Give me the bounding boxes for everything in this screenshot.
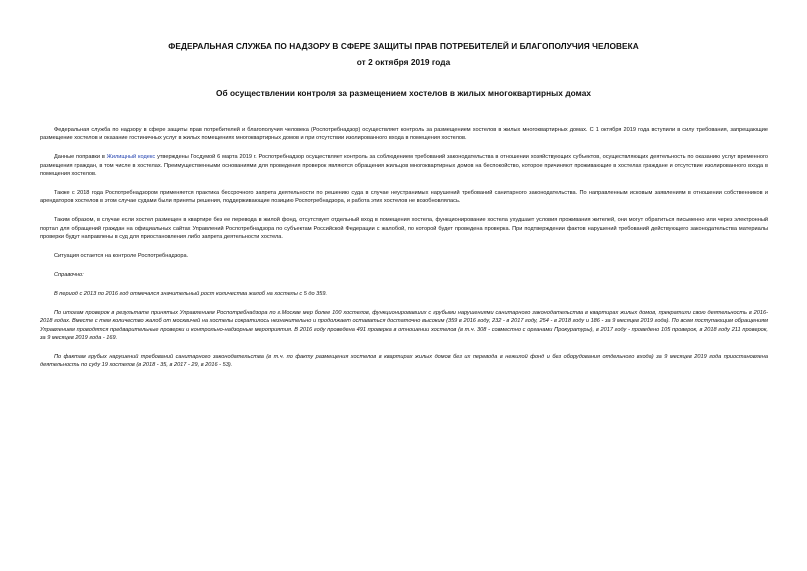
document-date: от 2 октября 2019 года [356, 57, 451, 67]
paragraph-2-start: Данные поправки в [54, 154, 107, 161]
paragraph-3: Также с 2018 года Роспотребнадзором применяется практика бессрочного запрета деятельности по решению суда в случае неустранимых нарушений требований санитарного законодательства. По направленным исковым заявлениям в отношении собственников и арендаторов хостелов в этом случае судами были приняты решения, поддерживающие позицию Роспотребнадзора, и работа этих хостелов не возобновлялась. [40, 190, 768, 205]
document-body [40, 126, 768, 380]
document-heading: ФЕДЕРАЛЬНАЯ СЛУЖБА ПО НАДЗОРУ В СФЕРЕ ЗАЩИТЫ ПРАВ ПОТРЕБИТЕЛЕЙ И БЛАГОПОЛУЧИЯ ЧЕЛОВЕКА [168, 41, 639, 51]
reference-paragraph-3: По фактам грубых нарушений требований санитарного законодательства (в т.ч. по факту размещения хостелов в квартирах жилых домов без их перевода в нежилой фонд и без оборудования отдельного входа) за 9 месяцев 2019 года приостановлена деятельность по суду 19 хостелов (в 2018 - 35, в 2017 - 29, в 2016 - 53). [40, 353, 768, 369]
reference-paragraph-2: По итогам проверок в результате принятых Управлением Роспотребнадзора по г.Москве мер более 100 хостелов, функционировавших с грубыми нарушениями санитарного законодательства в квартирах жилых домов, прекратили свою деятельность в 2016-2018 годах. Вместе с тем количество жалоб от москвичей на хостелы сократилось незначительно и продолжает оставаться достаточно высоким (359 в 2016 году, 232 - в 2017 году, 254 - в 2018 году и 186 - за 9 месяцев 2019 года). По всем поступающим обращениям Управлением проводятся предварительные проверки и контрольно-надзорные мероприятия. В 2016 году проведена 491 проверка в отношении хостелов (в т.ч. 308 - совместно с органами Прокуратуры), в 2017 году - проведено 105 проверок, в 2018 году 211 проверок, за 9 месяцев 2019 года - 169. [40, 309, 768, 341]
paragraph-1: Федеральная служба по надзору в сфере защиты прав потребителей и благополучия человека (Роспотребнадзор) осуществляет контроль за размещением хостелов в жилых многоквартирных домах. С 1 октября 2019 года вступили в силу требования, запрещающие размещение хостелов и оказание гостиничных услуг в жилых помещениях многоквартирных домов и при отсутствии изолированного входа в помещения хостелов. [40, 127, 768, 142]
document-title: Об осуществлении контроля за размещением хостелов в жилых многоквартирных домах [215, 88, 592, 98]
paragraph-2 [40, 153, 768, 178]
housing-code-link[interactable]: Жилищный кодекс [106, 154, 156, 161]
paragraph-2-rest: утверждены Госдумой 6 марта 2019 г. Роспотребнадзор осуществляет контроль за соблюдением требований законодательства в отношении хозяйствующих субъектов, осуществляющих деятельность по оказанию услуг временного размещения граждан, в том числе в хостелах. Преимущественными основаниями для проведения проверок являются обращения жильцов многоквартирных домов на беспокойство, которое причиняют проживающие в хостелах граждане и отсутствие изолированного входа в помещения хостелов. [40, 154, 768, 178]
reference-paragraph-1: В период с 2013 по 2016 год отмечался значительный рост количества жалоб на хостелы с 5 до 359. [54, 290, 328, 297]
paragraph-5: Ситуация остается на контроле Роспотребнадзора. [54, 253, 189, 260]
reference-label: Справочно: [54, 271, 84, 278]
paragraph-4: Таким образом, в случае если хостел размещен в квартире без ее перевода в жилой фонд, отсутствует отдельный вход в помещения хостела, функционирование хостела ухудшает условия проживания жителей, они могут обратиться письменно или через электронный портал для обращений граждан на официальных сайтах Управлений Роспотребнадзора по субъектам Российской Федерации с жалобой, по которой будет проведена проверка. При подтверждении фактов нарушений требований действующего законодательства материалы проверки будут направлены в суд для приостановления либо запрета деятельности хостела. [40, 217, 768, 241]
